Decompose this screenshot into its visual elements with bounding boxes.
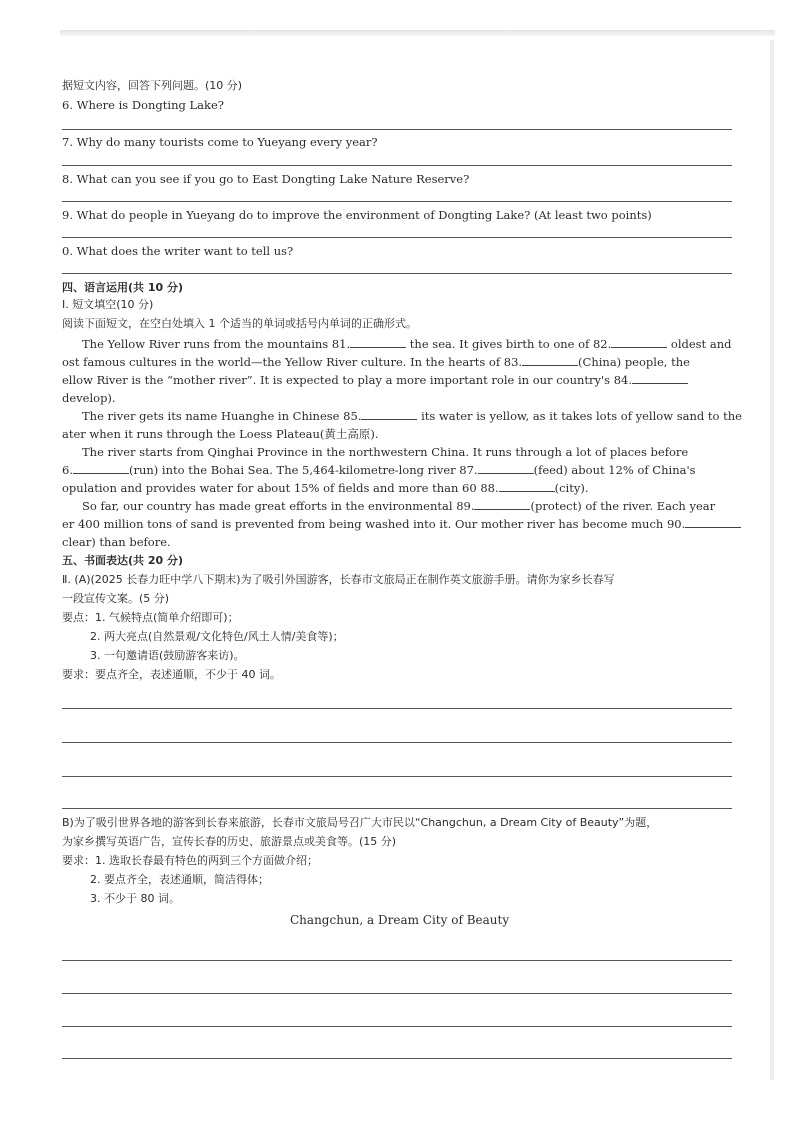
question-9: 9. What do people in Yueyang do to improve the environment of Dongting Lake? (At least two points) [62, 208, 652, 222]
cloze-subheading: Ⅰ. 短文填空(10 分) [62, 298, 154, 311]
task-a-requirement: 要求：要点齐全，表述通顺，不少于 40 词。 [62, 668, 281, 681]
cloze-p3-line1: The river starts from Qinghai Province in the northwestern China. It runs through a lot of places before [82, 445, 689, 459]
question-10: 0. What does the writer want to tell us? [62, 244, 294, 258]
answer-line-7[interactable] [62, 165, 732, 166]
cloze-text: opulation and provides water for about 15% of fields and more than 60 88. [62, 481, 499, 495]
blank-90[interactable] [685, 516, 741, 528]
cloze-text: ellow River is the “mother river”. It is expected to play a more important role in our country's 84. [62, 373, 633, 387]
task-b-requirement-2: 2. 要点齐全，表述通顺，简洁得体； [90, 873, 269, 886]
writing-line-b3[interactable] [62, 1026, 732, 1027]
blank-83[interactable] [522, 354, 578, 366]
cloze-text: (run) into the Bohai Sea. The 5,464-kilometre-long river 87. [128, 463, 478, 477]
cloze-p4-line3: clear) than before. [62, 535, 171, 549]
question-6: 6. Where is Dongting Lake? [62, 98, 224, 112]
writing-line-b4[interactable] [62, 1058, 732, 1059]
writing-line-a4[interactable] [62, 808, 732, 809]
cloze-text: er 400 million tons of sand is prevented from being washed into it. Our mother river has become much 90. [62, 517, 686, 531]
cloze-p2-line1 [82, 408, 742, 424]
task-a-point-2: 2. 两大亮点(自然景观/文化特色/风土人情/美食等)； [90, 630, 344, 643]
cloze-p3-line2 [62, 462, 696, 478]
cloze-text: ost famous cultures in the world—the Yellow River culture. In the hearts of 83. [62, 355, 523, 369]
cloze-p2-line2: ater when it runs through the Loess Plateau(黄土高原). [62, 427, 379, 441]
cloze-text: (city). [554, 481, 589, 495]
blank-87[interactable] [478, 462, 534, 474]
blank-88[interactable] [499, 480, 555, 492]
blank-85[interactable] [361, 408, 417, 420]
blank-86[interactable] [73, 462, 129, 474]
cloze-text: The river gets its name Huanghe in Chinese 85. [82, 409, 362, 423]
writing-line-b1[interactable] [62, 960, 732, 961]
cloze-p1-line3 [62, 372, 688, 388]
blank-82[interactable] [611, 336, 667, 348]
cloze-text: (protect) of the river. Each year [530, 499, 716, 513]
question-8: 8. What can you see if you go to East Dongting Lake Nature Reserve? [62, 172, 470, 186]
blank-81[interactable] [350, 336, 406, 348]
task-a-point-1: 要点：1. 气候特点(简单介绍即可)； [62, 611, 239, 624]
cloze-p4-line1 [82, 498, 715, 514]
writing-section-heading: 五、书面表达(共 20 分) [62, 554, 184, 567]
cloze-p4-line2 [62, 516, 741, 532]
cloze-text: The Yellow River runs from the mountains 81. [82, 337, 351, 351]
cloze-text: (China) people, the [578, 355, 690, 369]
language-section-heading: 四、语言运用(共 10 分) [62, 281, 184, 294]
task-b-requirement-1: 要求：1. 选取长春最有特色的两到三个方面做介绍； [62, 854, 318, 867]
cloze-p1-line4: develop). [62, 391, 116, 405]
cloze-p1-line2 [62, 354, 690, 370]
essay-title: Changchun, a Dream City of Beauty [290, 913, 510, 927]
reading-instruction: 据短文内容，回答下列问题。(10 分) [62, 79, 243, 92]
writing-line-a3[interactable] [62, 776, 732, 777]
task-b-prompt-line2: 为家乡撰写英语广告，宣传长春的历史、旅游景点或美食等。(15 分) [62, 835, 397, 848]
answer-line-9[interactable] [62, 237, 732, 238]
writing-line-b2[interactable] [62, 993, 732, 994]
cloze-p1-line1 [82, 336, 731, 352]
blank-84[interactable] [632, 372, 688, 384]
answer-line-10[interactable] [62, 273, 732, 274]
task-a-point-3: 3. 一句邀请语(鼓励游客来访)。 [90, 649, 245, 662]
cloze-text: its water is yellow, as it takes lots of yellow sand to the [417, 409, 742, 423]
writing-line-a1[interactable] [62, 708, 732, 709]
task-b-prompt-line1: B)为了吸引世界各地的游客到长春来旅游，长春市文旅局号召广大市民以“Changchun, a Dream City of Beauty”为题， [62, 816, 658, 829]
task-a-prompt-line1: Ⅱ. (A)(2025 长春力旺中学八下期末)为了吸引外国游客，长春市文旅局正在制作英文旅游手册。请你为家乡长春写 [62, 573, 615, 586]
answer-line-8[interactable] [62, 201, 732, 202]
task-b-requirement-3: 3. 不少于 80 词。 [90, 892, 180, 905]
cloze-p3-line3 [62, 480, 589, 496]
writing-line-a2[interactable] [62, 742, 732, 743]
cloze-text: oldest and [667, 337, 732, 351]
cloze-text: the sea. It gives birth to one of 82. [406, 337, 612, 351]
cloze-text: (feed) about 12% of China's [533, 463, 696, 477]
blank-89[interactable] [474, 498, 530, 510]
question-7: 7. Why do many tourists come to Yueyang every year? [62, 135, 378, 149]
cloze-text: 6. [62, 463, 73, 477]
task-a-prompt-line2: 一段宣传文案。(5 分) [62, 592, 170, 605]
answer-line-6[interactable] [62, 129, 732, 130]
cloze-instruction: 阅读下面短文，在空白处填入 1 个适当的单词或括号内单词的正确形式。 [62, 317, 417, 330]
cloze-text: So far, our country has made great efforts in the environmental 89. [82, 499, 475, 513]
